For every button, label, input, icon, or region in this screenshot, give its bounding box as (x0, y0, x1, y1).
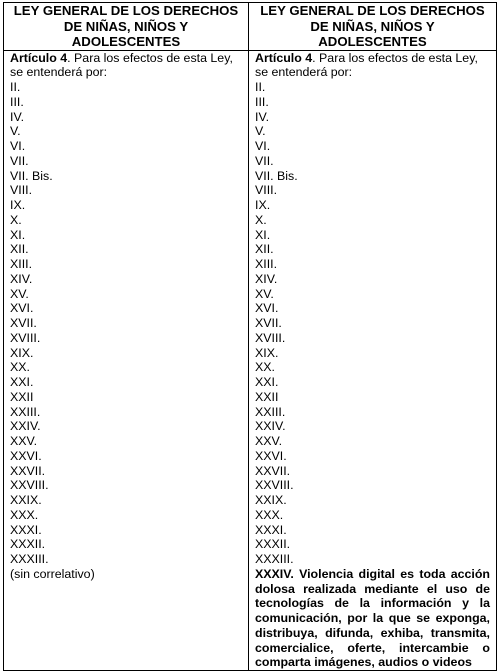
new-fraction-line: comunicación, por la que se exponga, (255, 611, 490, 625)
fraction-item: XX. (10, 360, 30, 375)
fraction-item: VIII. (10, 183, 33, 198)
fraction-item: XXIII. (10, 404, 41, 419)
comparison-table (3, 2, 497, 671)
fraction-item: XVI. (255, 301, 279, 316)
new-fraction-line: comparta imágenes, audios o videos (255, 655, 472, 670)
fraction-item: XXIII. (255, 404, 286, 419)
article-intro (10, 51, 242, 81)
fraction-item: XXXIII. (255, 552, 294, 566)
article-label: Artículo 4 (10, 50, 68, 65)
article-label: Artículo 4 (255, 50, 313, 65)
new-fraction-line: distribuya, difunda, exhiba, transmita, (255, 625, 490, 640)
fraction-item: III. (255, 94, 269, 109)
fraction-item: XXXI. (255, 522, 287, 537)
fraction-item: XXVII. (10, 463, 46, 478)
fraction-item: XXVIII. (255, 478, 294, 493)
fraction-item: XI. (255, 227, 271, 242)
fraction-item: XIV. (10, 271, 33, 286)
fraction-item: XVII. (255, 316, 282, 330)
fraction-item: XXVI. (255, 448, 287, 463)
fraction-item: IV. (255, 109, 270, 124)
fraction-item: XVI. (10, 301, 34, 316)
fraction-item: II. (255, 80, 266, 94)
fraction-item: XX. (255, 360, 275, 375)
fraction-item: XXXI. (10, 522, 42, 537)
article-intro (255, 51, 490, 81)
article-text: . Para los efectos de esta Ley, se entenderá por: (10, 50, 233, 80)
fraction-item: XXVIII. (10, 478, 49, 493)
fraction-item: XXII (10, 389, 34, 404)
new-fraction-line: comercialice, oferte, intercambie o (255, 640, 490, 655)
fraction-item: XXIX. (10, 493, 42, 507)
fraction-item: XVIII. (255, 330, 286, 345)
fraction-item: XII. (10, 242, 29, 257)
fraction-item: V. (255, 124, 266, 139)
fraction-item: VII. (10, 153, 29, 168)
fraction-item: X. (10, 212, 22, 227)
fraction-item: XIX. (255, 345, 279, 360)
fraction-item: III. (10, 94, 24, 109)
fraction-item: VII. Bis. (255, 168, 298, 183)
left-column-cell (4, 50, 249, 671)
fraction-item: XXIX. (255, 493, 287, 507)
fraction-item: XXX. (255, 507, 284, 522)
fraction-item: XIII. (10, 257, 33, 271)
fraction-item: XVII. (10, 316, 37, 330)
fraction-item: V. (10, 124, 21, 139)
left-column-heading: LEY GENERAL DE LOS DERECHOS DE NIÑAS, NIÑOS Y ADOLESCENTES (4, 3, 249, 51)
new-fraction-line: tecnologías de la información y la (255, 596, 490, 611)
fraction-item: XXII (255, 389, 279, 404)
fraction-item: XII. (255, 242, 274, 257)
fraction-item: XXX. (10, 507, 39, 522)
body-row (4, 50, 497, 671)
fraction-item: XXV. (10, 434, 38, 448)
fraction-item: (sin correlativo) (10, 566, 95, 581)
fraction-item: VII. (255, 153, 274, 168)
fraction-item: VIII. (255, 183, 278, 198)
fraction-item: XXIV. (255, 419, 286, 434)
fraction-item: XXXIII. (10, 552, 49, 566)
fraction-item: II. (10, 80, 21, 94)
new-fraction-line: dolosa realizada mediante el uso de (255, 581, 490, 596)
fraction-item: VII. Bis. (10, 168, 53, 183)
fraction-item: XV. (10, 286, 29, 301)
fraction-item: IX. (10, 198, 26, 212)
fraction-item: XXVII. (255, 463, 291, 478)
fraction-item: XV. (255, 286, 274, 301)
fraction-item: XXI. (255, 375, 279, 389)
fraction-item: VI. (255, 139, 271, 153)
fraction-item: XXXII. (10, 537, 46, 552)
fraction-item: XXVI. (10, 448, 42, 463)
fraction-item: XIX. (10, 345, 34, 360)
right-column-heading: LEY GENERAL DE LOS DERECHOS DE NIÑAS, NIÑOS Y ADOLESCENTES (249, 3, 497, 51)
fraction-item: X. (255, 212, 267, 227)
fraction-item: XXV. (255, 434, 283, 448)
fraction-item: IV. (10, 109, 25, 124)
fraction-item: XXIV. (10, 419, 41, 434)
fraction-item: XXI. (10, 375, 34, 389)
fraction-item: XIII. (255, 257, 278, 271)
fraction-item: XIV. (255, 271, 278, 286)
fraction-item: XXXII. (255, 537, 291, 552)
fraction-item: XVIII. (10, 330, 41, 345)
right-column-cell (249, 50, 497, 671)
new-fraction-line: XXXIV. Violencia digital es toda acción (255, 566, 490, 581)
fraction-item: XI. (10, 227, 26, 242)
fraction-item: VI. (10, 139, 26, 153)
header-row (4, 3, 497, 51)
fraction-item: IX. (255, 198, 271, 212)
article-text: . Para los efectos de esta Ley, se entenderá por: (255, 50, 478, 80)
